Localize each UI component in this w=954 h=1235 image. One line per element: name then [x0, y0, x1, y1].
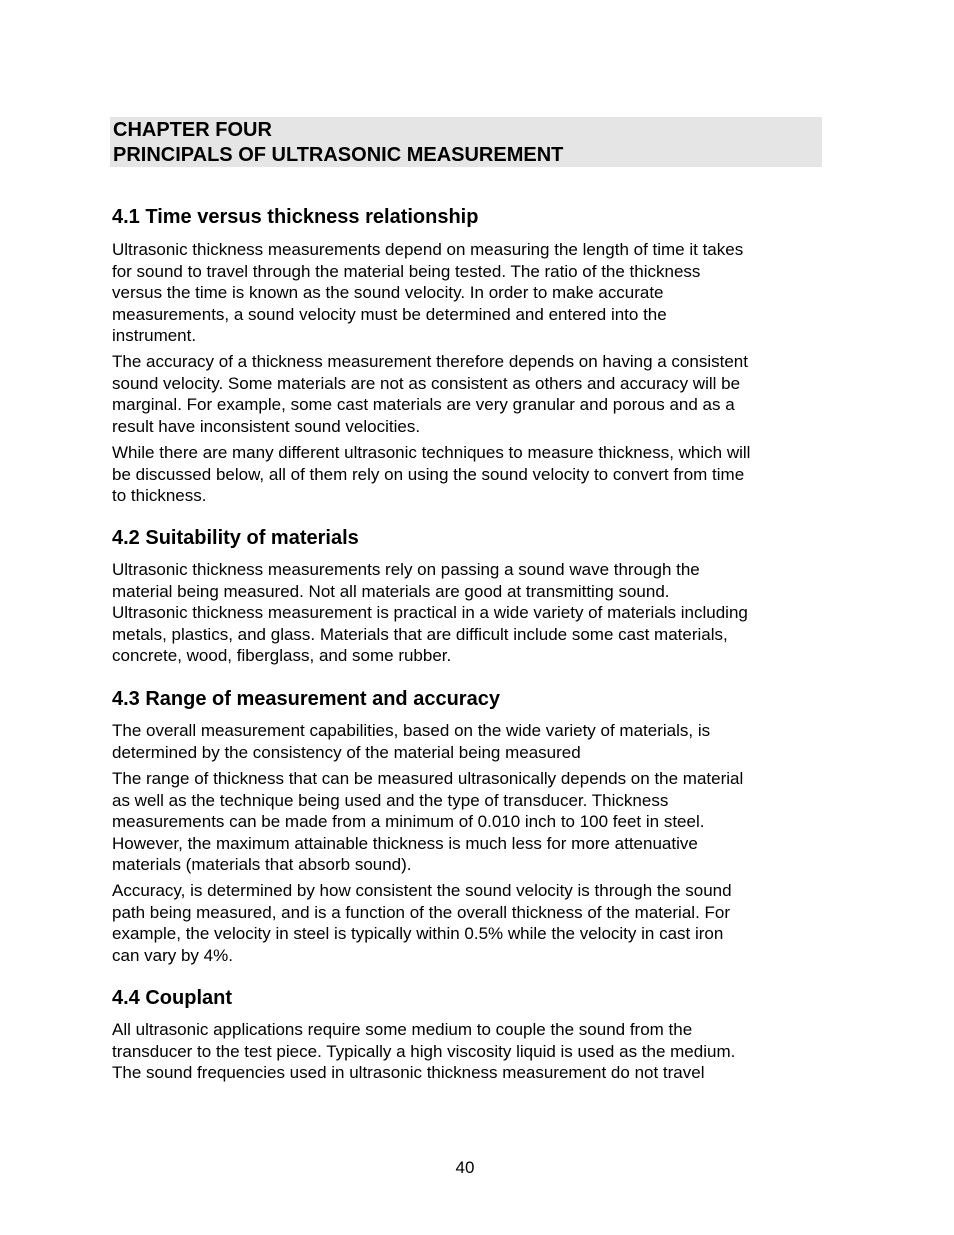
- paragraph: [112, 559, 748, 667]
- text-line: marginal. For example, some cast materials are very granular and porous and as a: [112, 395, 735, 414]
- section-heading-4-1: 4.1 Time versus thickness relationship: [112, 206, 479, 228]
- text-line: measurements, a sound velocity must be determined and entered into the: [112, 304, 667, 324]
- text-line: While there are many different ultrasonic techniques to measure thickness, which will: [112, 443, 751, 462]
- text-line: Ultrasonic thickness measurements depend on measuring the length of time it takes: [112, 240, 744, 259]
- section-heading-4-3: 4.3 Range of measurement and accuracy: [112, 688, 500, 710]
- text-line: The range of thickness that can be measured ultrasonically depends on the material: [112, 769, 744, 788]
- text-line: materials (materials that absorb sound).: [112, 855, 412, 874]
- text-line: result have inconsistent sound velocities.: [112, 416, 421, 436]
- text-line: to thickness.: [112, 486, 207, 505]
- paragraph: [112, 720, 710, 763]
- section-heading-4-2: 4.2 Suitability of materials: [112, 527, 359, 549]
- chapter-number: CHAPTER FOUR: [113, 119, 272, 141]
- text-line: concrete, wood, fiberglass, and some rubber.: [112, 646, 452, 665]
- text-line: be discussed below, all of them rely on using the sound velocity to convert from time: [112, 464, 745, 484]
- text-line: can vary by 4%.: [112, 945, 233, 965]
- paragraph: [112, 768, 743, 876]
- text-line: metals, plastics, and glass. Materials that are difficult include some cast materials,: [112, 624, 728, 644]
- text-line: versus the time is known as the sound velocity. In order to make accurate: [112, 283, 664, 302]
- text-line: The overall measurement capabilities, based on the wide variety of materials, is: [112, 721, 711, 740]
- text-line: sound velocity. Some materials are not as consistent as others and accuracy will be: [112, 373, 741, 393]
- chapter-title: PRINCIPALS OF ULTRASONIC MEASUREMENT: [113, 144, 564, 166]
- text-line: material being measured. Not all materials are good at transmitting sound.: [112, 581, 670, 601]
- text-line: Ultrasonic thickness measurement is practical in a wide variety of materials including: [112, 603, 748, 622]
- text-line: example, the velocity in steel is typically within 0.5% while the velocity in cast iron: [112, 924, 724, 943]
- text-line: Accuracy, is determined by how consistent the sound velocity is through the sound: [112, 881, 732, 900]
- paragraph: [112, 351, 748, 437]
- paragraph: [112, 880, 732, 966]
- text-line: instrument.: [112, 326, 197, 345]
- text-line: path being measured, and is a function of the overall thickness of the material. For: [112, 902, 731, 922]
- text-line: All ultrasonic applications require some medium to couple the sound from the: [112, 1020, 693, 1039]
- text-line: The accuracy of a thickness measurement therefore depends on having a consistent: [112, 352, 748, 371]
- text-line: as well as the technique being used and the type of transducer. Thickness: [112, 790, 669, 810]
- text-line: transducer to the test piece. Typically a high viscosity liquid is used as the medium.: [112, 1041, 736, 1061]
- paragraph: [112, 239, 743, 347]
- text-line: for sound to travel through the material being tested. The ratio of the thickness: [112, 261, 701, 281]
- text-line: However, the maximum attainable thickness is much less for more attenuative: [112, 833, 698, 853]
- page-number: 40: [455, 1158, 475, 1177]
- section-heading-4-4: 4.4 Couplant: [112, 987, 233, 1009]
- text-line: measurements can be made from a minimum of 0.010 inch to 100 feet in steel.: [112, 812, 705, 831]
- text-line: determined by the consistency of the material being measured: [112, 742, 581, 762]
- text-line: The sound frequencies used in ultrasonic thickness measurement do not travel: [112, 1063, 705, 1082]
- text-line: Ultrasonic thickness measurements rely on passing a sound wave through the: [112, 560, 700, 579]
- paragraph: [112, 1019, 735, 1084]
- paragraph: [112, 442, 750, 507]
- chapter-banner: [110, 117, 822, 167]
